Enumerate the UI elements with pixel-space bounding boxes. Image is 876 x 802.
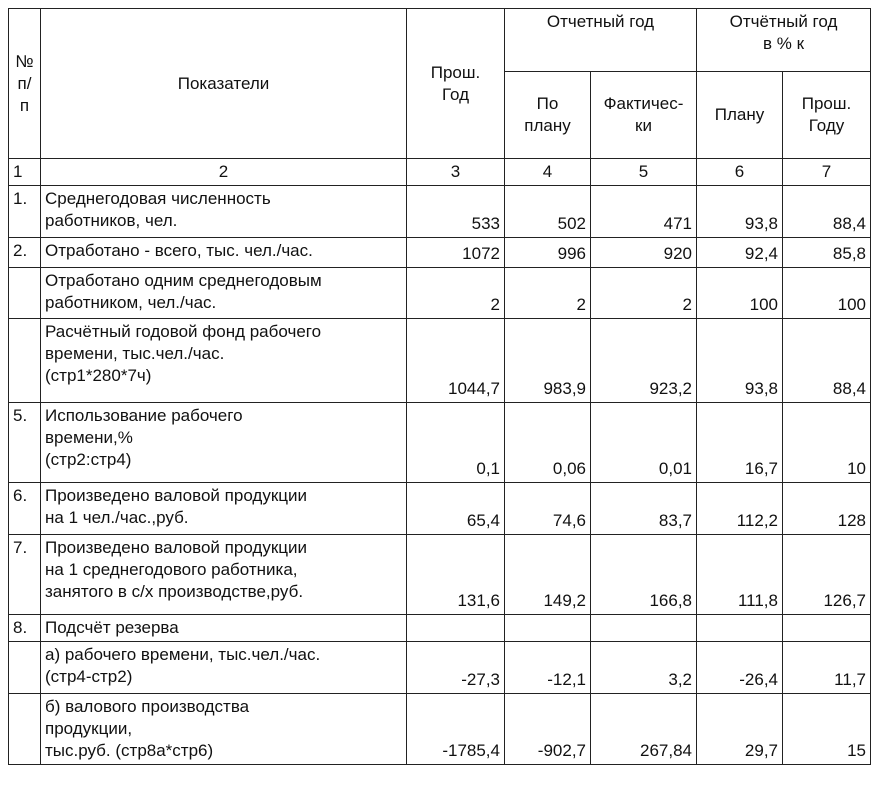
column-number: 3	[407, 159, 505, 186]
value-cell: 11,7	[783, 642, 871, 694]
table-row	[9, 483, 871, 535]
value-cell: 1044,7	[407, 319, 505, 403]
value-cell: 533	[407, 186, 505, 238]
col-header-prev-year: Прош. Год	[407, 9, 505, 159]
table-row	[9, 694, 871, 765]
row-number-cell	[9, 319, 41, 403]
value-cell: 149,2	[505, 535, 591, 615]
table-row	[9, 238, 871, 268]
indicator-cell: Отработано одним среднегодовым работником, чел./час.	[41, 268, 407, 319]
value-cell: 93,8	[697, 319, 783, 403]
value-cell: 0,1	[407, 403, 505, 483]
indicator-cell: б) валового производства продукции, тыс.руб. (стр8а*стр6)	[41, 694, 407, 765]
value-cell: 83,7	[591, 483, 697, 535]
header-row-1	[9, 9, 871, 72]
table-row	[9, 268, 871, 319]
value-cell	[591, 615, 697, 642]
column-number: 5	[591, 159, 697, 186]
indicator-cell: Использование рабочего времени,% (стр2:стр4)	[41, 403, 407, 483]
row-number-cell	[9, 268, 41, 319]
value-cell: 128	[783, 483, 871, 535]
row-number-cell: 7.	[9, 535, 41, 615]
value-cell	[505, 615, 591, 642]
indicator-cell: Произведено валовой продукции на 1 чел./час.,руб.	[41, 483, 407, 535]
column-number: 1	[9, 159, 41, 186]
value-cell: 267,84	[591, 694, 697, 765]
table-row	[9, 615, 871, 642]
value-cell: 2	[591, 268, 697, 319]
column-number: 2	[41, 159, 407, 186]
value-cell: 15	[783, 694, 871, 765]
col-header-report-year: Отчетный год	[505, 9, 697, 72]
value-cell: 996	[505, 238, 591, 268]
table-row	[9, 642, 871, 694]
row-number-cell: 6.	[9, 483, 41, 535]
value-cell: 923,2	[591, 319, 697, 403]
value-cell: -12,1	[505, 642, 591, 694]
table-row	[9, 186, 871, 238]
col-header-by-plan: По плану	[505, 72, 591, 159]
value-cell: 16,7	[697, 403, 783, 483]
value-cell: 112,2	[697, 483, 783, 535]
value-cell: 166,8	[591, 535, 697, 615]
value-cell: 85,8	[783, 238, 871, 268]
column-number-row	[9, 159, 871, 186]
row-number-cell	[9, 694, 41, 765]
value-cell: 131,6	[407, 535, 505, 615]
indicator-cell: Расчётный годовой фонд рабочего времени, тыс.чел./час. (стр1*280*7ч)	[41, 319, 407, 403]
column-number: 7	[783, 159, 871, 186]
value-cell	[407, 615, 505, 642]
value-cell: -902,7	[505, 694, 591, 765]
value-cell: -26,4	[697, 642, 783, 694]
indicator-cell: Отработано - всего, тыс. чел./час.	[41, 238, 407, 268]
value-cell: 2	[407, 268, 505, 319]
row-number-cell	[9, 642, 41, 694]
table-row	[9, 535, 871, 615]
col-header-report-pct: Отчётный год в % к	[697, 9, 871, 72]
value-cell: 920	[591, 238, 697, 268]
row-number-cell: 5.	[9, 403, 41, 483]
col-header-to-plan: Плану	[697, 72, 783, 159]
value-cell: 0,01	[591, 403, 697, 483]
col-header-to-prev: Прош. Году	[783, 72, 871, 159]
col-header-no: № п/п	[9, 9, 41, 159]
column-number: 4	[505, 159, 591, 186]
row-number-cell: 1.	[9, 186, 41, 238]
col-header-indicator: Показатели	[41, 9, 407, 159]
value-cell: 88,4	[783, 186, 871, 238]
report-table	[8, 8, 871, 765]
value-cell: 100	[697, 268, 783, 319]
table-row	[9, 403, 871, 483]
value-cell	[697, 615, 783, 642]
value-cell: 471	[591, 186, 697, 238]
value-cell: 0,06	[505, 403, 591, 483]
indicator-cell: Произведено валовой продукции на 1 среднегодового работника, занятого в с/х производстве,руб.	[41, 535, 407, 615]
column-number: 6	[697, 159, 783, 186]
row-number-cell: 8.	[9, 615, 41, 642]
value-cell: 502	[505, 186, 591, 238]
row-number-cell: 2.	[9, 238, 41, 268]
value-cell: 111,8	[697, 535, 783, 615]
value-cell: -1785,4	[407, 694, 505, 765]
col-header-actual: Фактичес- ки	[591, 72, 697, 159]
table-row	[9, 319, 871, 403]
value-cell: 74,6	[505, 483, 591, 535]
value-cell: 100	[783, 268, 871, 319]
value-cell: 2	[505, 268, 591, 319]
value-cell	[783, 615, 871, 642]
value-cell: 88,4	[783, 319, 871, 403]
value-cell: 92,4	[697, 238, 783, 268]
value-cell: 983,9	[505, 319, 591, 403]
value-cell: 65,4	[407, 483, 505, 535]
value-cell: 10	[783, 403, 871, 483]
value-cell: 93,8	[697, 186, 783, 238]
indicator-cell: Среднегодовая численность работников, чел.	[41, 186, 407, 238]
indicator-cell: Подсчёт резерва	[41, 615, 407, 642]
value-cell: 29,7	[697, 694, 783, 765]
value-cell: 1072	[407, 238, 505, 268]
value-cell: -27,3	[407, 642, 505, 694]
value-cell: 126,7	[783, 535, 871, 615]
value-cell: 3,2	[591, 642, 697, 694]
indicator-cell: а) рабочего времени, тыс.чел./час. (стр4-стр2)	[41, 642, 407, 694]
